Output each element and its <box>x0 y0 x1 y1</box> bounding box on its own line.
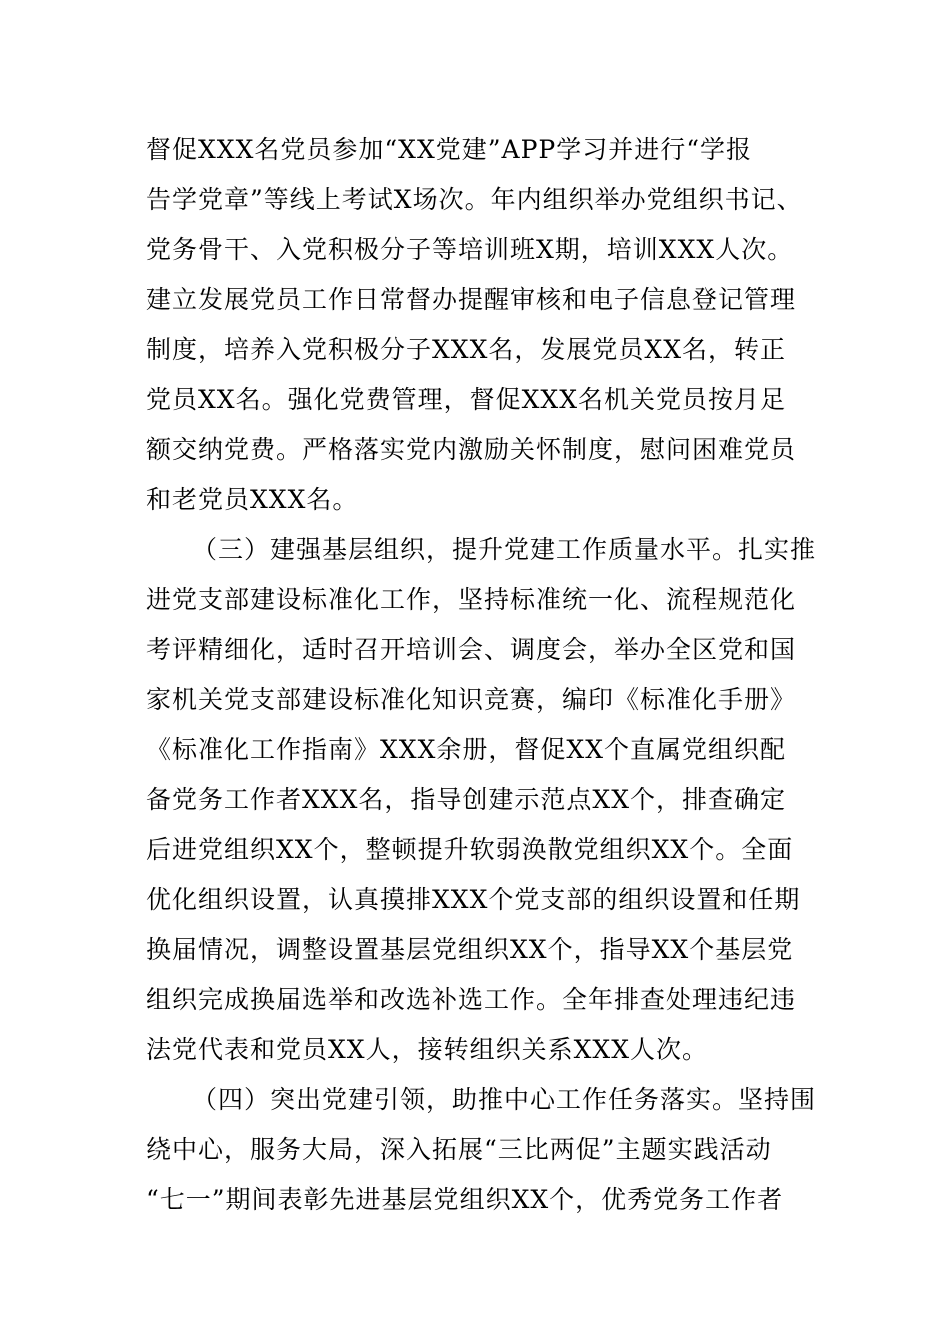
text-line-10: 进党支部建设标准化工作，坚持标准统一化、流程规范化 <box>146 585 797 614</box>
text-line-1: 督促XXX名党员参加“XX党建”APP学习并进行“学报 <box>146 135 753 164</box>
text-line-18: 组织完成换届选举和改选补选工作。全年排查处理违纪违 <box>146 985 797 1014</box>
text-line-17: 换届情况，调整设置基层党组织XX个，指导XX个基层党 <box>146 935 794 964</box>
text-line-6: 党员XX名。强化党费管理，督促XXX名机关党员按月足 <box>146 385 786 414</box>
text-line-19: 法党代表和党员XX人，接转组织关系XXX人次。 <box>146 1035 708 1064</box>
text-line-12: 家机关党支部建设标准化知识竞赛，编印《标准化手册》 <box>146 685 797 714</box>
text-line-16: 优化组织设置，认真摸排XXX个党支部的组织设置和任期 <box>146 885 801 914</box>
text-line-22: “七一”期间表彰先进基层党组织XX个，优秀党务工作者 <box>146 1185 784 1214</box>
text-line-11: 考评精细化，适时召开培训会、调度会，举办全区党和国 <box>146 635 797 664</box>
text-line-5: 制度，培养入党积极分子XXX名，发展党员XX名，转正 <box>146 335 786 364</box>
text-line-4: 建立发展党员工作日常督办提醒审核和电子信息登记管理 <box>146 285 797 314</box>
text-line-8: 和老党员XXX名。 <box>146 485 359 514</box>
text-line-2: 告学党章”等线上考试X场次。年内组织举办党组织书记、 <box>146 185 803 214</box>
text-line-7: 额交纳党费。严格落实党内激励关怀制度，慰问困难党员 <box>146 435 797 464</box>
text-line-21: 绕中心，服务大局，深入拓展“三比两促”主题实践活动 <box>146 1135 772 1164</box>
text-line-15: 后进党组织XX个，整顿提升软弱涣散党组织XX个。全面 <box>146 835 794 864</box>
text-line-13: 《标准化工作指南》XXX余册，督促XX个直属党组织配 <box>146 735 786 764</box>
section-4-first-line: （四）突出党建引领，助推中心工作任务落实。坚持围 <box>192 1085 817 1114</box>
text-line-3: 党务骨干、入党积极分子等培训班X期，培训XXX人次。 <box>146 235 794 264</box>
text-line-14: 备党务工作者XXX名，指导创建示范点XX个，排查确定 <box>146 785 786 814</box>
section-3-first-line: （三）建强基层组织，提升党建工作质量水平。扎实推 <box>192 535 817 564</box>
